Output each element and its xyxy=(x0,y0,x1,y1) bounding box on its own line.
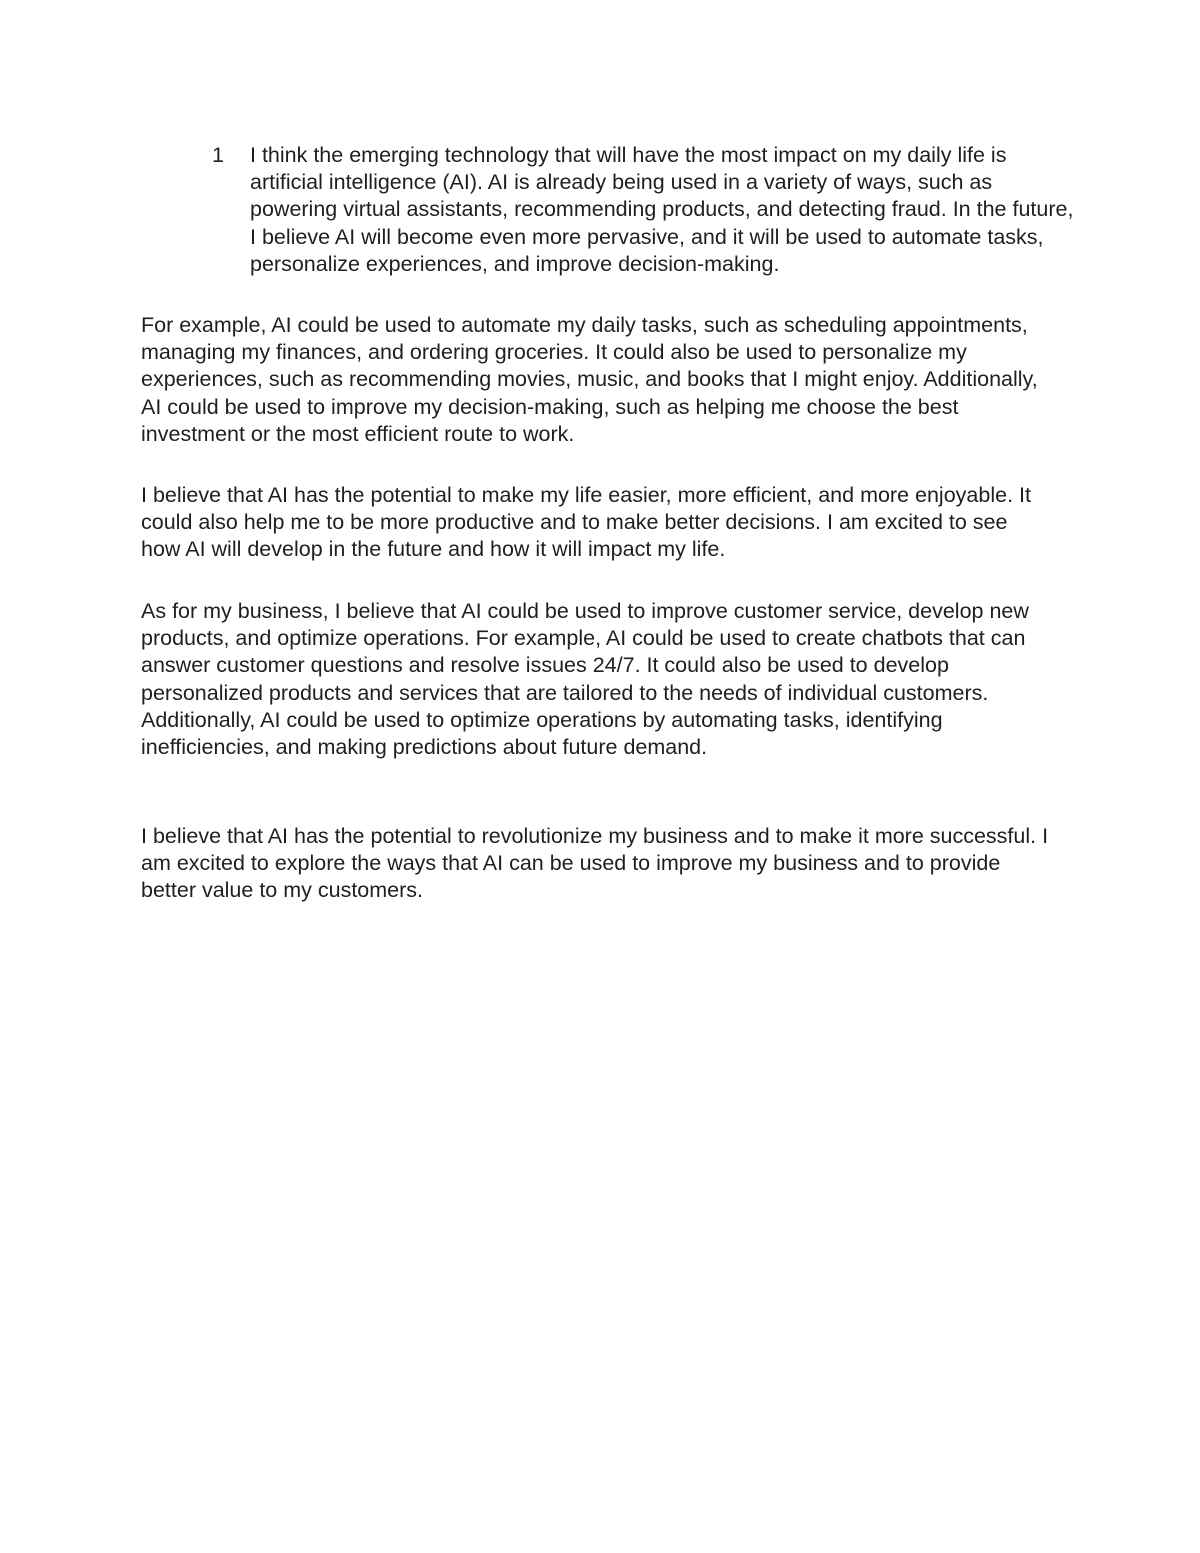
list-item-number: 1 xyxy=(212,143,224,167)
paragraph-daily-tasks: For example, AI could be used to automate my daily tasks, such as scheduling appointments, managing my finances, and ordering groceries. It could also be used to personalize my experiences, such as recommending movies, music, and books that I might enjoy. Additionally, AI could be used to improve my decision-making, such as helping me choose the best investment or the most efficient route to work. xyxy=(141,313,1038,446)
paragraph-business: As for my business, I believe that AI could be used to improve customer service, develop new products, and optimize operations. For example, AI could be used to create chatbots that can answer customer questions and resolve issues 24/7. It could also be used to develop personalized products and services that are tailored to the needs of individual customers. Additionally, AI could be used to optimize operations by automating tasks, identifying inefficiencies, and making predictions about future demand. xyxy=(141,599,1029,760)
paragraph-ai-potential-life: I believe that AI has the potential to make my life easier, more efficient, and more enjoyable. It could also help me to be more productive and to make better decisions. I am excited to see how AI will develop in the future and how it will impact my life. xyxy=(141,483,1031,562)
numbered-list-item xyxy=(208,142,1078,278)
list-item-text: I think the emerging technology that will have the most impact on my daily life is artificial intelligence (AI). AI is already being used in a variety of ways, such as powering virtual assistants, recommending products, and detecting fraud. In the future, I believe AI will become even more pervasive, and it will be used to automate tasks, personalize experiences, and improve decision-making. xyxy=(250,143,1074,276)
paragraph-ai-potential-business: I believe that AI has the potential to revolutionize my business and to make it more successful. I am excited to explore the ways that AI can be used to improve my business and to provide better value to my customers. xyxy=(141,824,1049,903)
